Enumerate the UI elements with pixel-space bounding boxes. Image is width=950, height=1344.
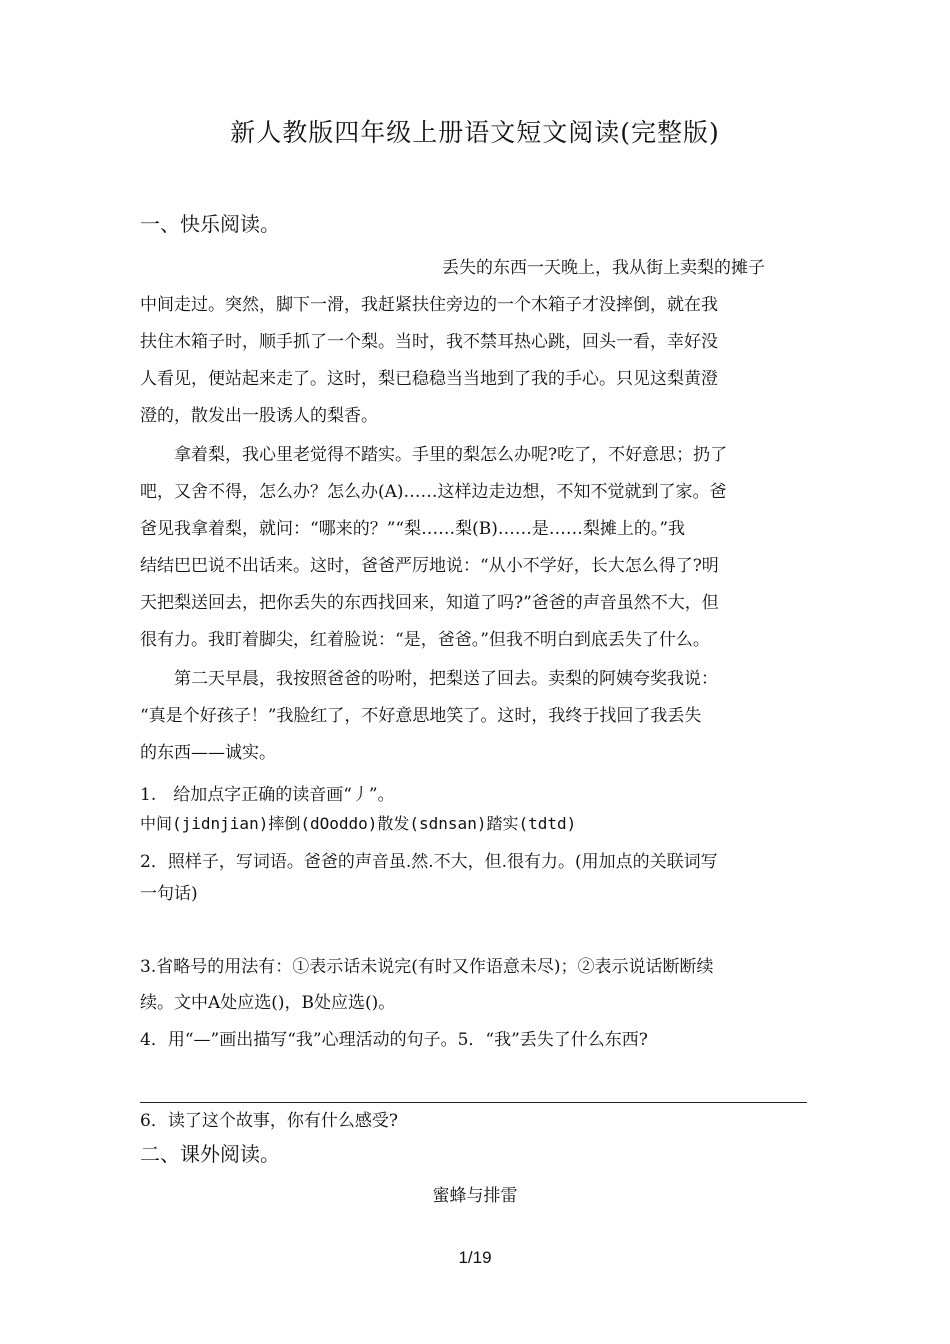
story-line: 吧，又舍不得，怎么办？怎么办(A)……这样边走边想，不知不觉就到了家。爸 <box>140 482 727 502</box>
story-line: “真是个好孩子！”我脸红了，不好意思地笑了。这时，我终于找回了我丢失 <box>140 706 702 726</box>
question-1: 1. 给加点字正确的读音画“丿”。 <box>140 785 395 805</box>
story-line: 结结巴巴说不出话来。这时，爸爸严厉地说：“从小不学好，长大怎么得了?明 <box>140 556 719 576</box>
question-3: 3.省略号的用法有：①表示话未说完(有时又作语意未尽)；②表示说话断断续 <box>140 957 714 977</box>
section1-heading: 一、快乐阅读。 <box>140 212 280 236</box>
story-line: 人看见，便站起来走了。这时，梨已稳稳当当地到了我的手心。只见这梨黄澄 <box>140 369 718 389</box>
question-4-5: 4．用“—”画出描写“我”心理活动的句子。5．“我”丢失了什么东西? <box>140 1030 648 1050</box>
question-3-cont: 续。文中A处应选()，B处应选()。 <box>140 993 396 1013</box>
story-line: 第二天早晨，我按照爸爸的吩咐，把梨送了回去。卖梨的阿姨夸奖我说： <box>174 669 718 689</box>
story-line: 扶住木箱子时，顺手抓了一个梨。当时，我不禁耳热心跳，回头一看，幸好没 <box>140 332 718 352</box>
section2-heading: 二、课外阅读。 <box>140 1142 280 1166</box>
question-2-cont: 一句话) <box>140 884 198 904</box>
answer-line <box>140 1102 807 1103</box>
story-line: 很有力。我盯着脚尖，红着脸说：“是，爸爸。”但我不明白到底丢失了什么。 <box>140 630 710 650</box>
story-line: 中间走过。突然，脚下一滑，我赶紧扶住旁边的一个木箱子才没摔倒，就在我 <box>140 295 718 315</box>
story-line: 拿着梨，我心里老觉得不踏实。手里的梨怎么办呢?吃了，不好意思；扔了 <box>174 445 728 465</box>
story-first-line: 丢失的东西一天晚上，我从街上卖梨的摊子 <box>442 258 765 278</box>
story-line: 天把梨送回去，把你丢失的东西找回来，知道了吗?”爸爸的声音虽然不大，但 <box>140 593 719 613</box>
story-line: 澄的，散发出一股诱人的梨香。 <box>140 406 378 426</box>
page-number: 1/19 <box>458 1248 492 1267</box>
question-2: 2．照样子，写词语。爸爸的声音虽.然.不大，但.很有力。(用加点的关联词写 <box>140 852 718 872</box>
page-title: 新人教版四年级上册语文短文阅读(完整版) <box>230 118 720 147</box>
section2-subtitle: 蜜蜂与排雷 <box>432 1186 518 1206</box>
story-line: 爸见我拿着梨，就问：“哪来的？”“梨……梨(B)……是……梨摊上的。”我 <box>140 519 686 539</box>
story-line: 的东西——诚实。 <box>140 743 276 763</box>
question-1-pinyin: 中间(jidnjian)摔倒(dOoddo)散发(sdnsan)踏实(tdtd) <box>140 814 577 833</box>
question-6: 6．读了这个故事，你有什么感受? <box>140 1111 398 1131</box>
